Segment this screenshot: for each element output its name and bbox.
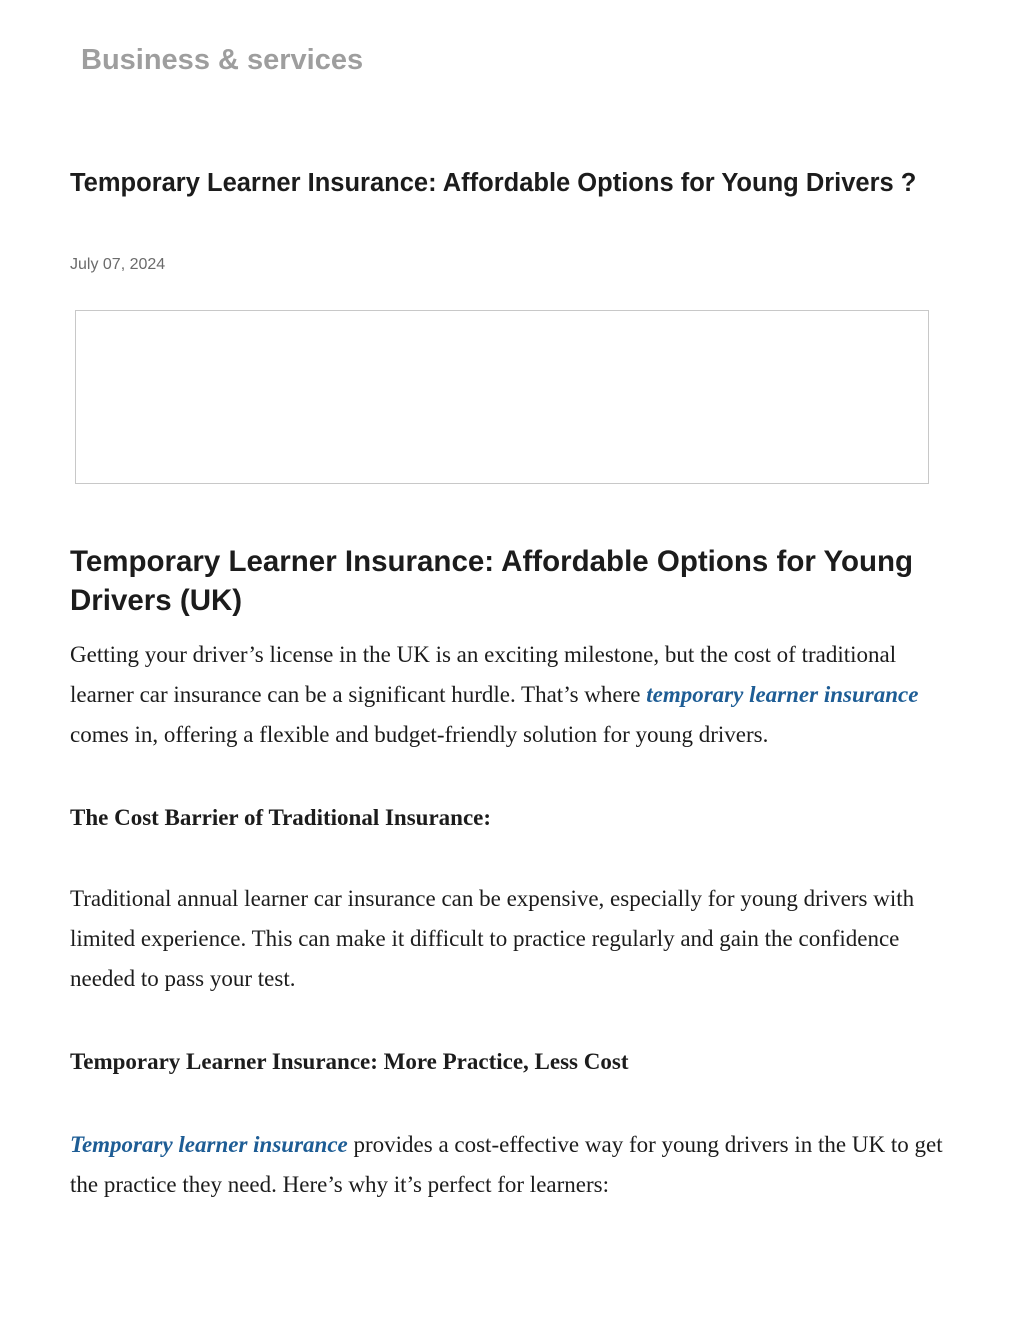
intro-paragraph (70, 635, 960, 755)
section-heading-more-practice: Temporary Learner Insurance: More Practice, Less Cost (70, 1049, 629, 1074)
more-practice-paragraph (70, 1125, 960, 1205)
post-date: July 07, 2024 (70, 256, 166, 273)
temporary-learner-insurance-link[interactable]: temporary learner insurance (646, 682, 919, 707)
cost-barrier-paragraph: Traditional annual learner car insurance can be expensive, especially for young drivers with limited experience. This can make it difficult to practice regularly and gain the confidence needed to pass your test. (70, 886, 915, 991)
embed-placeholder (75, 310, 929, 484)
temporary-learner-insurance-link-2[interactable]: Temporary learner insurance (70, 1132, 348, 1157)
post-title: Temporary Learner Insurance: Affordable Options for Young Drivers ? (70, 169, 917, 197)
article-heading: Temporary Learner Insurance: Affordable Options for Young Drivers (UK) (70, 545, 914, 617)
category-label: Business & services (81, 44, 364, 76)
more-practice-text: provides a cost-effective way for young drivers in the UK to get the practice they need. Here’s why it’s perfect for learners: (70, 1132, 943, 1197)
section-heading-cost-barrier: The Cost Barrier of Traditional Insurance: (70, 805, 492, 830)
intro-text-before: Getting your driver’s license in the UK is an exciting milestone, but the cost of traditional learner car insurance can be a significant hurdle. That’s where (70, 642, 897, 707)
intro-text-after: comes in, offering a flexible and budget-friendly solution for young drivers. (70, 722, 769, 747)
